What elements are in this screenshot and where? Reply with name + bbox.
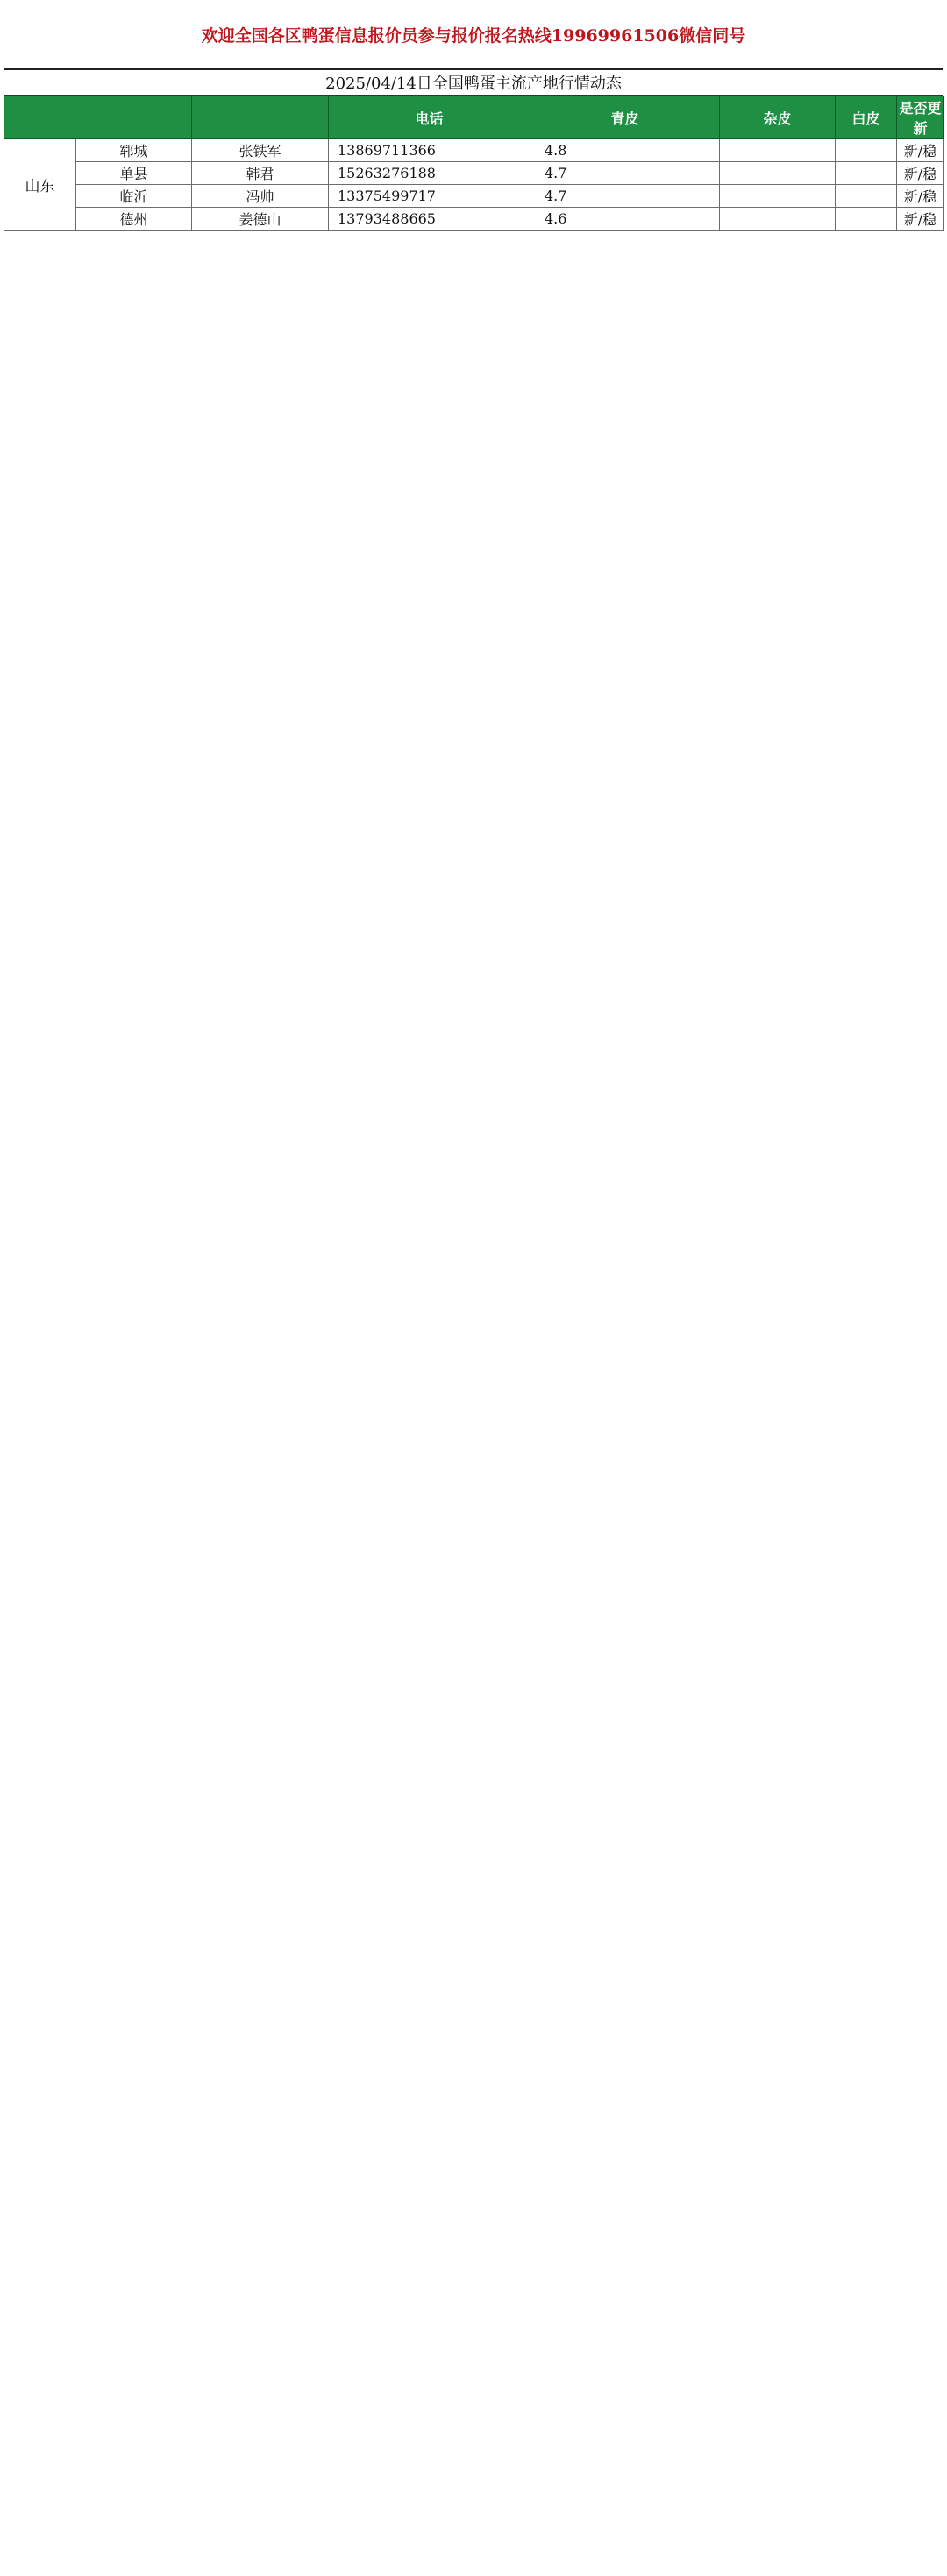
city-cell: 德州 [76, 208, 192, 231]
table-header-row [4, 96, 944, 139]
baipi-price [836, 208, 897, 231]
table-row [4, 162, 944, 185]
phone-cell: 15263276188 [329, 162, 530, 185]
phone-cell: 13869711366 [329, 139, 530, 162]
column-header: 青皮 [530, 96, 720, 139]
qingpi-price: 4.7 [530, 185, 720, 208]
contact-name: 姜德山 [192, 208, 329, 231]
city-cell: 郓城 [76, 139, 192, 162]
column-header: 杂皮 [720, 96, 836, 139]
phone-cell: 13375499717 [329, 185, 530, 208]
zapi-price [720, 139, 836, 162]
province-cell: 山东 [4, 139, 76, 231]
update-status: 新/稳 [897, 162, 944, 185]
update-status: 新/稳 [897, 185, 944, 208]
date-title: 2025/04/14日全国鸭蛋主流产地行情动态 [4, 70, 943, 96]
qingpi-price: 4.6 [530, 208, 720, 231]
qingpi-price: 4.8 [530, 139, 720, 162]
update-status: 新/稳 [897, 208, 944, 231]
zapi-price [720, 162, 836, 185]
column-header: 白皮 [836, 96, 897, 139]
price-table [4, 96, 944, 231]
city-cell: 临沂 [76, 185, 192, 208]
table-body [4, 139, 944, 231]
column-header: 是否更新 [897, 96, 944, 139]
zapi-price [720, 185, 836, 208]
contact-name: 张铁军 [192, 139, 329, 162]
column-header [192, 96, 329, 139]
baipi-price [836, 139, 897, 162]
update-status: 新/稳 [897, 139, 944, 162]
contact-name: 冯帅 [192, 185, 329, 208]
city-cell: 单县 [76, 162, 192, 185]
table-row [4, 185, 944, 208]
phone-cell: 13793488665 [329, 208, 530, 231]
column-header [4, 96, 192, 139]
welcome-banner: 欢迎全国各区鸭蛋信息报价员参与报价报名热线19969961506微信同号 [4, 0, 943, 70]
zapi-price [720, 208, 836, 231]
baipi-price [836, 185, 897, 208]
column-header: 电话 [329, 96, 530, 139]
table-row [4, 208, 944, 231]
qingpi-price: 4.7 [530, 162, 720, 185]
baipi-price [836, 162, 897, 185]
table-row [4, 139, 944, 162]
contact-name: 韩君 [192, 162, 329, 185]
